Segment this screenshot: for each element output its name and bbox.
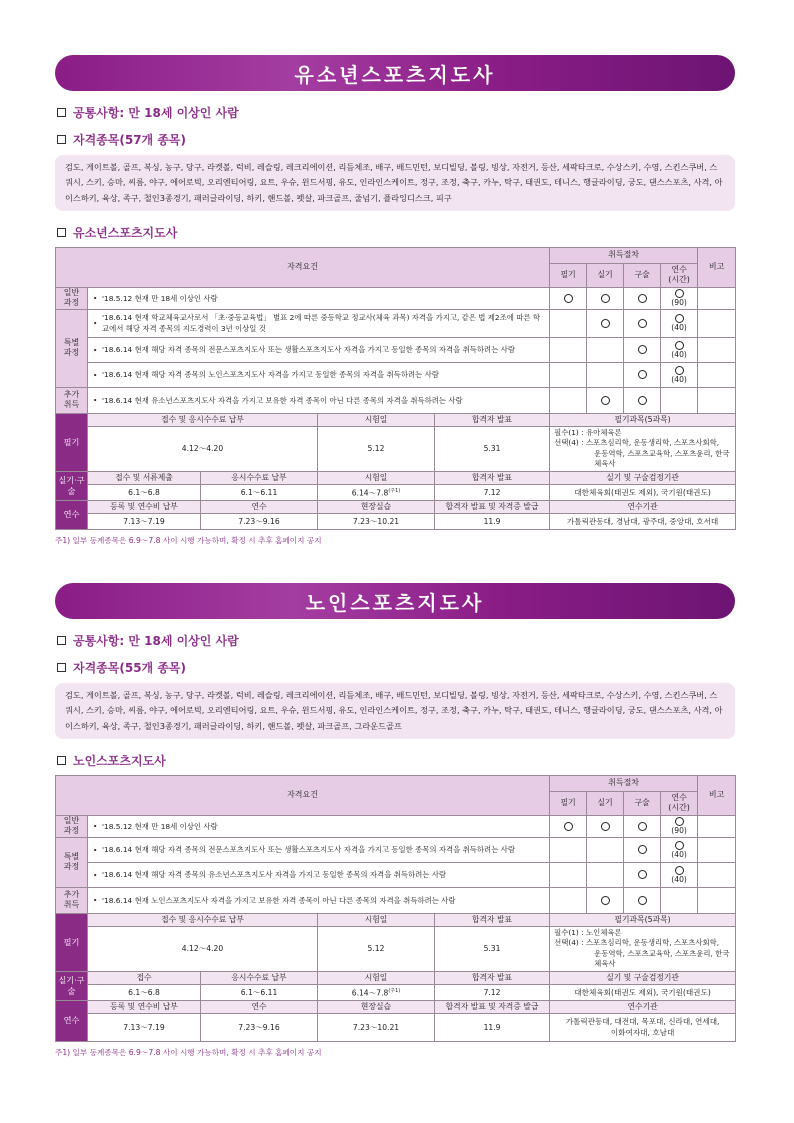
schedule-header: 시험일 xyxy=(318,913,435,926)
practical-mark xyxy=(587,362,624,387)
written-subjects: 필수(1) : 노인체육론 선택(4) : 스포츠심리학, 운동생리학, 스포츠사회학, 운동역학, 스포츠교육학, 스포츠윤리, 한국체육사 xyxy=(550,926,736,971)
training-mark: (40) xyxy=(661,837,698,862)
schedule-header: 필기과목(5과목) xyxy=(550,913,736,926)
schedule-value: 6.1～6.8 xyxy=(88,484,201,500)
training-header: 연수 (시간) xyxy=(661,791,698,815)
table-row xyxy=(56,287,736,309)
practical-header: 실기 xyxy=(587,263,624,287)
circle-icon xyxy=(638,294,647,303)
written-mark xyxy=(550,362,587,387)
procedure-header: 취득절차 xyxy=(550,775,698,791)
training-phase-label: 연수 xyxy=(56,500,88,529)
row-category: 추가 취득 xyxy=(56,887,88,913)
circle-icon xyxy=(638,370,647,379)
written-mark xyxy=(550,337,587,362)
schedule-header: 응시수수료 납부 xyxy=(201,471,318,484)
practical-mark xyxy=(587,387,624,413)
row-condition: • '18.6.14 현재 해당 자격 종목의 전문스포츠지도사 또는 생활스포츠지도사 자격을 가지고 동일한 종목의 자격을 취득하려는 사람 xyxy=(88,337,550,362)
schedule-header: 접수 xyxy=(88,971,201,984)
written-phase-label: 필기 xyxy=(56,413,88,471)
practical-phase-label: 실기·구술 xyxy=(56,471,88,500)
schedule-header: 접수 및 응시수수료 납부 xyxy=(88,913,318,926)
footnote: 주1) 일부 동계종목은 6.9～7.8 사이 시행 가능하며, 확정 시 추후 홈페이지 공지 xyxy=(55,1047,322,1057)
schedule-header-row xyxy=(56,1000,736,1013)
schedule-value: 11.9 xyxy=(435,513,550,529)
training-mark: (40) xyxy=(661,309,698,337)
circle-icon xyxy=(675,289,684,298)
note-cell xyxy=(698,837,736,862)
table-row xyxy=(56,362,736,387)
schedule-header: 접수 및 응시수수료 납부 xyxy=(88,413,318,426)
table-row xyxy=(56,309,736,337)
note-cell xyxy=(698,387,736,413)
schedule-header-row xyxy=(56,913,736,926)
oral-mark xyxy=(624,862,661,887)
note-header: 비고 xyxy=(698,775,736,815)
schedule-header: 합격자 발표 및 자격증 발급 xyxy=(435,500,550,513)
section-senior xyxy=(55,583,735,1058)
practical-mark xyxy=(587,837,624,862)
schedule-value-row xyxy=(56,984,736,1000)
table-row xyxy=(56,337,736,362)
schedule-header: 연수 xyxy=(201,1000,318,1013)
qualification-table xyxy=(55,247,736,530)
oral-mark xyxy=(624,815,661,837)
oral-mark xyxy=(624,309,661,337)
oral-mark xyxy=(624,887,661,913)
written-subjects: 필수(1) : 유아체육론 선택(4) : 스포츠심리학, 운동생리학, 스포츠사회학, 운동역학, 스포츠교육학, 스포츠윤리, 한국체육사 xyxy=(550,426,736,471)
schedule-value: $6.14\sim 7.8^{(주1)}$ xyxy=(318,484,435,500)
footnote: 주1) 일부 동계종목은 6.9～7.8 사이 시행 가능하며, 확정 시 추후 홈페이지 공지 xyxy=(55,535,322,545)
schedule-value: 5.31 xyxy=(435,426,550,471)
note-cell xyxy=(698,815,736,837)
common-requirement-heading: 공통사항: 만 18세 이상인 사람 xyxy=(55,632,735,648)
procedure-header: 취득절차 xyxy=(550,247,698,263)
row-condition: • '18.6.14 현재 학교체육교사로서 「초·중등교육법」 별표 2에 따른 중등학교 정교사(체육 과목) 자격을 가지고, 같은 법 제2조에 따른 학교에서 해당 자격 종목의 지도경력이 3년 이상일 것 xyxy=(88,309,550,337)
oral-mark xyxy=(624,837,661,862)
written-mark xyxy=(550,287,587,309)
schedule-header: 응시수수료 납부 xyxy=(201,971,318,984)
schedule-value: 6.1～6.11 xyxy=(201,984,318,1000)
circle-icon xyxy=(675,841,684,850)
section-banner: 노인스포츠지도사 xyxy=(55,583,735,619)
circle-icon xyxy=(675,341,684,350)
square-bullet-icon xyxy=(57,663,66,672)
training-mark: (90) xyxy=(661,287,698,309)
schedule-value: 11.9 xyxy=(435,1013,550,1041)
circle-icon xyxy=(638,870,647,879)
practical-mark xyxy=(587,815,624,837)
practical-mark xyxy=(587,287,624,309)
schedule-header: 접수 및 서류제출 xyxy=(88,471,201,484)
circle-icon xyxy=(675,366,684,375)
row-condition: • '18.6.14 현재 노인스포츠지도사 자격을 가지고 보유한 자격 종목이 아닌 다른 종목의 자격을 취득하려는 사람 xyxy=(88,887,550,913)
schedule-value: 4.12～4.20 xyxy=(88,426,318,471)
written-mark xyxy=(550,815,587,837)
row-category: 특별 과정 xyxy=(56,309,88,387)
note-cell xyxy=(698,287,736,309)
circle-icon xyxy=(601,822,610,831)
circle-icon xyxy=(564,294,573,303)
note-header: 비고 xyxy=(698,247,736,287)
qualification-table xyxy=(55,775,736,1042)
schedule-header: 필기과목(5과목) xyxy=(550,413,736,426)
schedule-value: 5.12 xyxy=(318,426,435,471)
schedule-value: 7.23～9.16 xyxy=(201,513,318,529)
schedule-value: 7.12 xyxy=(435,984,550,1000)
training-mark: (40) xyxy=(661,862,698,887)
circle-icon xyxy=(601,896,610,905)
common-requirement-heading: 공통사항: 만 18세 이상인 사람 xyxy=(55,104,735,120)
row-condition: • '18.6.14 현재 해당 자격 종목의 유소년스포츠지도사 자격을 가지고 동일한 종목의 자격을 취득하려는 사람 xyxy=(88,862,550,887)
row-condition: • '18.6.14 현재 해당 자격 종목의 노인스포츠지도사 자격을 가지고 동일한 종목의 자격을 취득하려는 사람 xyxy=(88,362,550,387)
practical-mark xyxy=(587,309,624,337)
schedule-header: 연수기관 xyxy=(550,1000,736,1013)
row-category: 특별 과정 xyxy=(56,837,88,887)
written-phase-label: 필기 xyxy=(56,913,88,971)
sports-list: 검도, 게이트볼, 골프, 복싱, 농구, 당구, 라켓볼, 럭비, 레슬링, 레크리에이션, 리듬체조, 배구, 배드민턴, 보디빌딩, 볼링, 빙상, 자전거, 등산, 세팍타크로, 수상스키, 수영, 스킨스쿠버, 스쿼시, 스키, 승마, 씨름, 야구, 에어로빅, 오리엔티어링, 요트, 우슈, 윈드서핑, 유도, 인라인스케이트, 정구, 조정, 축구, 카누, 탁구, 태권도, 테니스, 행글라이딩, 궁도, 댄스스포츠, 사격, 아이스하키, 육상, 족구, 철인3종경기, 패러글라이딩, 하키, 핸드볼, 펫살, 파크골프, 줄넘기, 플라잉디스크, 피구 xyxy=(55,155,735,211)
note-cell xyxy=(698,337,736,362)
sports-list: 검도, 게이트볼, 골프, 복싱, 농구, 당구, 라켓볼, 럭비, 레슬링, 레크리에이션, 리듬체조, 배구, 배드민턴, 보디빌딩, 볼링, 빙상, 자전거, 등산, 세팍타크로, 수상스키, 수영, 스킨스쿠버, 스쿼시, 스키, 승마, 씨름, 야구, 에어로빅, 오리엔티어링, 요트, 우슈, 윈드서핑, 유도, 인라인스케이트, 정구, 조정, 축구, 카누, 탁구, 태권도, 테니스, 행글라이딩, 궁도, 댄스스포츠, 사격, 아이스하키, 육상, 족구, 철인3종경기, 패러글라이딩, 하키, 핸드볼, 펫살, 파크골프, 그라운드골프 xyxy=(55,683,735,739)
schedule-value: 가톨릭관동대, 대전대, 목포대, 신라대, 연세대, 이화여자대, 호남대 xyxy=(550,1013,736,1041)
written-mark xyxy=(550,309,587,337)
schedule-value: 가톨릭관동대, 경남대, 광주대, 중앙대, 호서대 xyxy=(550,513,736,529)
schedule-header: 등록 및 연수비 납부 xyxy=(88,500,201,513)
schedule-value: 7.23～10.21 xyxy=(318,513,435,529)
schedule-value: 7.23～10.21 xyxy=(318,1013,435,1041)
row-category: 추가 취득 xyxy=(56,387,88,413)
table-row xyxy=(56,387,736,413)
schedule-value: 대한체육회(태권도 제외), 국기원(태권도) xyxy=(550,984,736,1000)
practical-mark xyxy=(587,337,624,362)
oral-mark xyxy=(624,362,661,387)
row-category: 일반 과정 xyxy=(56,287,88,309)
section-banner: 유소년스포츠지도사 xyxy=(55,55,735,91)
row-condition: • '18.5.12 현재 만 18세 이상인 사람 xyxy=(88,815,550,837)
circle-icon xyxy=(638,896,647,905)
schedule-header: 합격자 발표 xyxy=(435,971,550,984)
training-header: 연수 (시간) xyxy=(661,263,698,287)
square-bullet-icon xyxy=(57,108,66,117)
training-mark xyxy=(661,887,698,913)
practical-header: 실기 xyxy=(587,791,624,815)
written-header: 필기 xyxy=(550,263,587,287)
note-cell xyxy=(698,862,736,887)
schedule-header: 합격자 발표 xyxy=(435,471,550,484)
note-cell xyxy=(698,362,736,387)
schedule-header: 현장실습 xyxy=(318,500,435,513)
schedule-header: 실기 및 구술검정기관 xyxy=(550,471,736,484)
circle-icon xyxy=(638,396,647,405)
table-row xyxy=(56,837,736,862)
schedule-header: 합격자 발표 xyxy=(435,913,550,926)
schedule-header: 연수 xyxy=(201,500,318,513)
oral-mark xyxy=(624,337,661,362)
oral-mark xyxy=(624,287,661,309)
training-mark: (40) xyxy=(661,362,698,387)
row-condition: • '18.6.14 현재 해당 자격 종목의 전문스포츠지도사 또는 생활스포츠지도사 자격을 가지고 동일한 종목의 자격을 취득하려는 사람 xyxy=(88,837,550,862)
written-mark xyxy=(550,387,587,413)
sports-heading: 자격종목(55개 종목) xyxy=(55,659,735,675)
sports-heading: 자격종목(57개 종목) xyxy=(55,131,735,147)
written-mark xyxy=(550,837,587,862)
section-youth xyxy=(55,55,735,546)
oral-header: 구술 xyxy=(624,791,661,815)
circle-icon xyxy=(638,319,647,328)
table-heading: 유소년스포츠지도사 xyxy=(55,225,735,241)
circle-icon xyxy=(601,294,610,303)
written-header: 필기 xyxy=(550,791,587,815)
schedule-value: 5.12 xyxy=(318,926,435,971)
schedule-value: 6.1～6.8 xyxy=(88,984,201,1000)
row-condition: • '18.6.14 현재 유소년스포츠지도사 자격을 가지고 보유한 자격 종목이 아닌 다른 종목의 자격을 취득하려는 사람 xyxy=(88,387,550,413)
oral-mark xyxy=(624,387,661,413)
schedule-value: 6.1～6.11 xyxy=(201,484,318,500)
note-cell xyxy=(698,309,736,337)
schedule-header-row xyxy=(56,971,736,984)
schedule-value: 7.12 xyxy=(435,484,550,500)
schedule-value: $6.14\sim 7.8^{(주1)}$ xyxy=(318,984,435,1000)
note-cell xyxy=(698,887,736,913)
square-bullet-icon xyxy=(57,756,66,765)
row-condition: • '18.5.12 현재 만 18세 이상인 사람 xyxy=(88,287,550,309)
table-row xyxy=(56,815,736,837)
practical-mark xyxy=(587,862,624,887)
schedule-value-row xyxy=(56,513,736,529)
schedule-value: 7.13～7.19 xyxy=(88,1013,201,1041)
schedule-value-row xyxy=(56,926,736,971)
circle-icon xyxy=(638,822,647,831)
schedule-value: 5.31 xyxy=(435,926,550,971)
conditions-header: 자격요건 xyxy=(56,775,550,815)
circle-icon xyxy=(601,396,610,405)
practical-mark xyxy=(587,887,624,913)
schedule-header-row xyxy=(56,413,736,426)
written-mark xyxy=(550,862,587,887)
training-mark xyxy=(661,387,698,413)
schedule-header-row xyxy=(56,471,736,484)
schedule-value-row xyxy=(56,1013,736,1041)
square-bullet-icon xyxy=(57,636,66,645)
schedule-header: 합격자 발표 및 자격증 발급 xyxy=(435,1000,550,1013)
schedule-header: 현장실습 xyxy=(318,1000,435,1013)
written-mark xyxy=(550,887,587,913)
schedule-header: 등록 및 연수비 납부 xyxy=(88,1000,201,1013)
schedule-value: 4.12～4.20 xyxy=(88,926,318,971)
circle-icon xyxy=(675,314,684,323)
training-mark: (90) xyxy=(661,815,698,837)
row-category: 일반 과정 xyxy=(56,815,88,837)
schedule-value: 7.13～7.19 xyxy=(88,513,201,529)
schedule-header: 시험일 xyxy=(318,971,435,984)
oral-header: 구술 xyxy=(624,263,661,287)
schedule-header: 연수기관 xyxy=(550,500,736,513)
schedule-header: 실기 및 구술검정기관 xyxy=(550,971,736,984)
table-row xyxy=(56,887,736,913)
circle-icon xyxy=(675,866,684,875)
table-row xyxy=(56,862,736,887)
training-mark: (40) xyxy=(661,337,698,362)
conditions-header: 자격요건 xyxy=(56,247,550,287)
schedule-value: 7.23～9.16 xyxy=(201,1013,318,1041)
circle-icon xyxy=(675,817,684,826)
square-bullet-icon xyxy=(57,135,66,144)
schedule-value-row xyxy=(56,426,736,471)
training-phase-label: 연수 xyxy=(56,1000,88,1041)
schedule-header: 시험일 xyxy=(318,413,435,426)
practical-phase-label: 실기·구술 xyxy=(56,971,88,1000)
circle-icon xyxy=(564,822,573,831)
schedule-value-row xyxy=(56,484,736,500)
schedule-header: 시험일 xyxy=(318,471,435,484)
circle-icon xyxy=(638,345,647,354)
schedule-value: 대한체육회(태권도 제외), 국기원(태권도) xyxy=(550,484,736,500)
circle-icon xyxy=(638,845,647,854)
table-heading: 노인스포츠지도사 xyxy=(55,753,735,769)
schedule-header-row xyxy=(56,500,736,513)
circle-icon xyxy=(601,319,610,328)
square-bullet-icon xyxy=(57,228,66,237)
schedule-header: 합격자 발표 xyxy=(435,413,550,426)
